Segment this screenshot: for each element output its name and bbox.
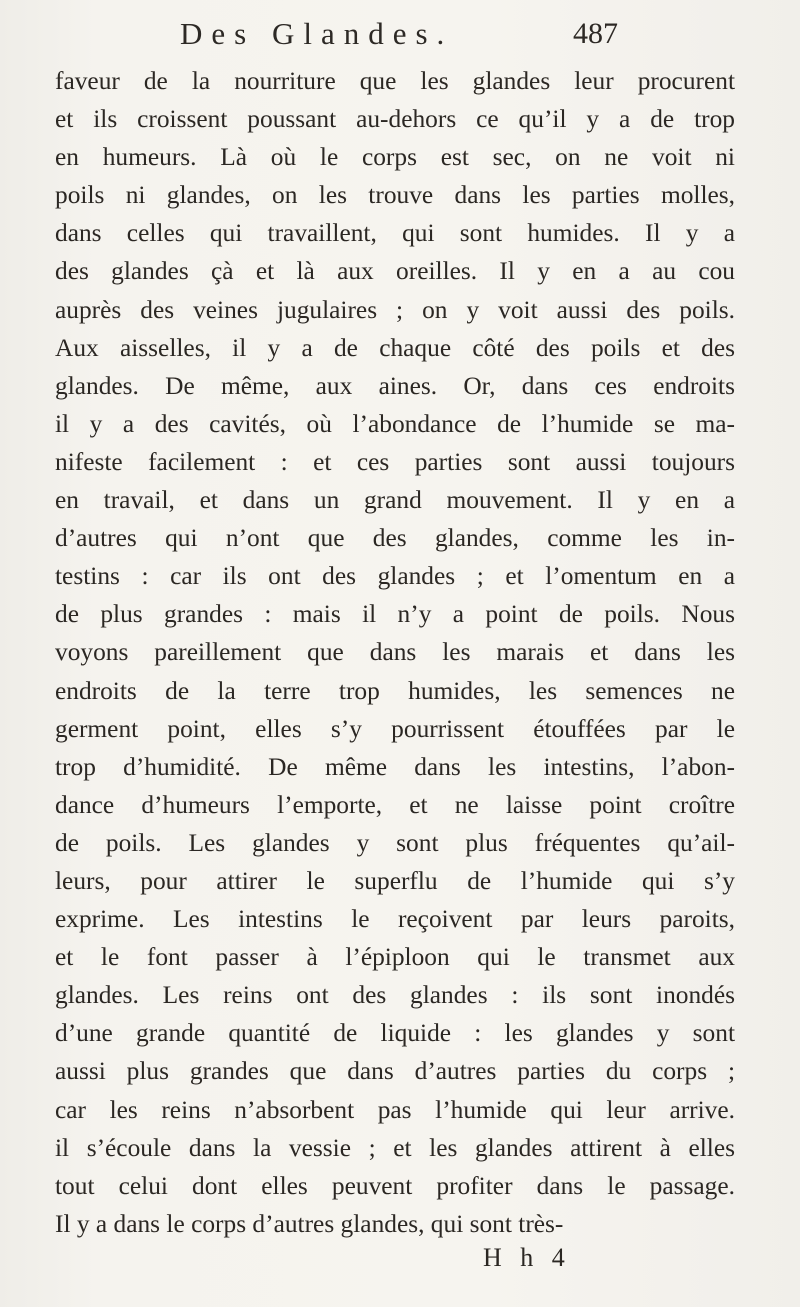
text-line: aussi plus grandes que dans d’autres parties du corps ; bbox=[55, 1057, 735, 1086]
text-line: en travail, et dans un grand mouvement. Il y en a bbox=[55, 486, 735, 515]
text-line: poils ni glandes, on les trouve dans les parties molles, bbox=[55, 181, 735, 210]
text-line: dans celles qui travaillent, qui sont humides. Il y a bbox=[55, 219, 735, 248]
text-line: auprès des veines jugulaires ; on y voit aussi des poils. bbox=[55, 295, 735, 324]
text-line: tout celui dont elles peuvent profiter dans le passage. bbox=[55, 1171, 735, 1200]
text-line: des glandes çà et là aux oreilles. Il y en a au cou bbox=[55, 257, 735, 286]
text-line: faveur de la nourriture que les glandes leur procurent bbox=[55, 67, 735, 95]
page-number: 487 bbox=[573, 17, 618, 50]
text-line: de poils. Les glandes y sont plus fréquentes qu’ail- bbox=[55, 828, 735, 857]
text-line: et ils croissent poussant au-dehors ce qu’il y a de trop bbox=[55, 105, 735, 134]
text-line: dance d’humeurs l’emporte, et ne laisse point croître bbox=[55, 790, 735, 819]
text-line: endroits de la terre trop humides, les semences ne bbox=[55, 676, 735, 705]
text-line: Aux aisselles, il y a de chaque côté des poils et des bbox=[55, 333, 735, 362]
text-line: d’une grande quantité de liquide : les glandes y sont bbox=[55, 1019, 735, 1048]
text-line: testins : car ils ont des glandes ; et l’omentum en a bbox=[55, 562, 735, 591]
running-head: Des Glandes. bbox=[180, 16, 454, 51]
signature-mark: H h 4 bbox=[483, 1243, 571, 1272]
body-text bbox=[55, 62, 735, 1243]
text-line: et le font passer à l’épiploon qui le transmet aux bbox=[55, 943, 735, 972]
page-header bbox=[180, 14, 680, 54]
text-line: d’autres qui n’ont que des glandes, comme les in- bbox=[55, 524, 735, 553]
text-line: germent point, elles s’y pourrissent étouffées par le bbox=[55, 714, 735, 743]
text-line: car les reins n’absorbent pas l’humide qui leur arrive. bbox=[55, 1095, 735, 1124]
text-line: leurs, pour attirer le superflu de l’humide qui s’y bbox=[55, 866, 735, 895]
text-line: de plus grandes : mais il n’y a point de poils. Nous bbox=[55, 600, 735, 629]
text-line: glandes. Les reins ont des glandes : ils sont inondés bbox=[55, 981, 735, 1010]
text-line: Il y a dans le corps d’autres glandes, qui sont très- bbox=[55, 1209, 564, 1238]
text-line: glandes. De même, aux aines. Or, dans ces endroits bbox=[55, 371, 735, 400]
text-line: exprime. Les intestins le reçoivent par leurs paroits, bbox=[55, 905, 735, 934]
text-line: en humeurs. Là où le corps est sec, on ne voit ni bbox=[55, 143, 735, 172]
text-line: voyons pareillement que dans les marais et dans les bbox=[55, 638, 735, 667]
text-line: il y a des cavités, où l’abondance de l’humide se ma- bbox=[55, 409, 735, 438]
text-line: trop d’humidité. De même dans les intestins, l’abon- bbox=[55, 752, 735, 781]
text-line: nifeste facilement : et ces parties sont aussi toujours bbox=[55, 447, 735, 476]
text-line: il s’écoule dans la vessie ; et les glandes attirent à elles bbox=[55, 1133, 735, 1162]
